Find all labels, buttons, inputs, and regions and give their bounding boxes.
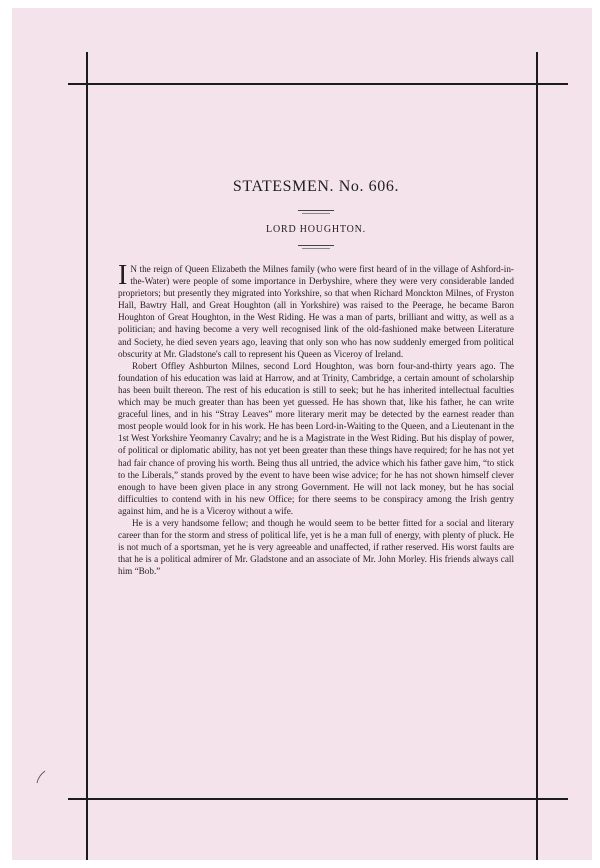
subtitle-ornament: [298, 245, 334, 249]
frame-right-rule: [536, 52, 538, 860]
page-title: STATESMEN. No. 606.: [232, 178, 400, 195]
paragraph-1-text: N the reign of Queen Elizabeth the Milnes family (who were first heard of in the village of Ashford-in-the-Water) were people of some importance in Derbyshire, where they were very considerable landed proprietors; but presently they migrated into Yorkshire, so that when Richard Monckton Milnes, of Fryston Hall, Bawtry Hall, and Great Houghton (all in Yorkshire) was raised to the Peerage, he became Baron Houghton of Great Houghton, in the West Riding. He was a man of parts, brilliant and witty, as well as a politician; and having become a very well recognised link of the old-fashioned make between Literature and Society, he died seven years ago, leaving that only son who has now suddenly emerged from political obscurity at Mr. Gladstone's call to represent his Queen as Viceroy of Ireland.: [118, 264, 514, 359]
paragraph-1: [118, 260, 514, 360]
paragraph-2: Robert Offley Ashburton Milnes, second Lord Houghton, was born four-and-thirty years ago. The foundation of his education was laid at Harrow, and at Trinity, Cambridge, a certain amount of scholarship has been built thereon. The rest of his education is still to seek; but he has inherited intellectual faculties which may be much greater than has been yet guessed. He has shown that, like his father, he can write graceful lines, and in his “Stray Leaves” more literary merit may be detected by the earnest reader than most people would look for in his work. He has been Lord-in-Waiting to the Queen, and a Lieutenant in the 1st West Yorkshire Yeomanry Cavalry; and he is a Magistrate in the West Riding. But his display of power, of political or diplomatic ability, has not yet been greater than these things have required; for he has not yet had fair chance of proving his worth. Being thus all untried, the advice which his father gave him, “to stick to the Liberals,” stands proved by the event to have been wise advice; for he has not shown himself clever enough to have been given place in any strong Government. He will not lack money, but he has social difficulties to contend with in his new Office; for there seems to be conspiracy among the Irish gentry against him, and he is a Viceroy without a wife.: [118, 360, 514, 516]
page-sheet: [12, 8, 592, 860]
frame-top-rule: [68, 83, 568, 85]
article-body: [118, 260, 514, 577]
drop-cap: I: [118, 260, 128, 291]
pencil-mark-icon: [34, 770, 48, 784]
article-subtitle: LORD HOUGHTON.: [266, 224, 366, 235]
paragraph-3: He is a very handsome fellow; and though he would seem to be better fitted for a social and literary career than for the storm and stress of political life, yet is he a man full of energy, with plenty of pluck. He is not much of a sportsman, yet he is very agreeable and unaffected, if rather reserved. His worst faults are that he is a political admirer of Mr. Gladstone and an associate of Mr. John Morley. His friends always call him “Bob.”: [118, 517, 514, 577]
article: [118, 178, 514, 577]
title-ornament: [298, 210, 334, 214]
frame-left-rule: [86, 52, 88, 860]
frame-bottom-rule: [68, 798, 568, 800]
